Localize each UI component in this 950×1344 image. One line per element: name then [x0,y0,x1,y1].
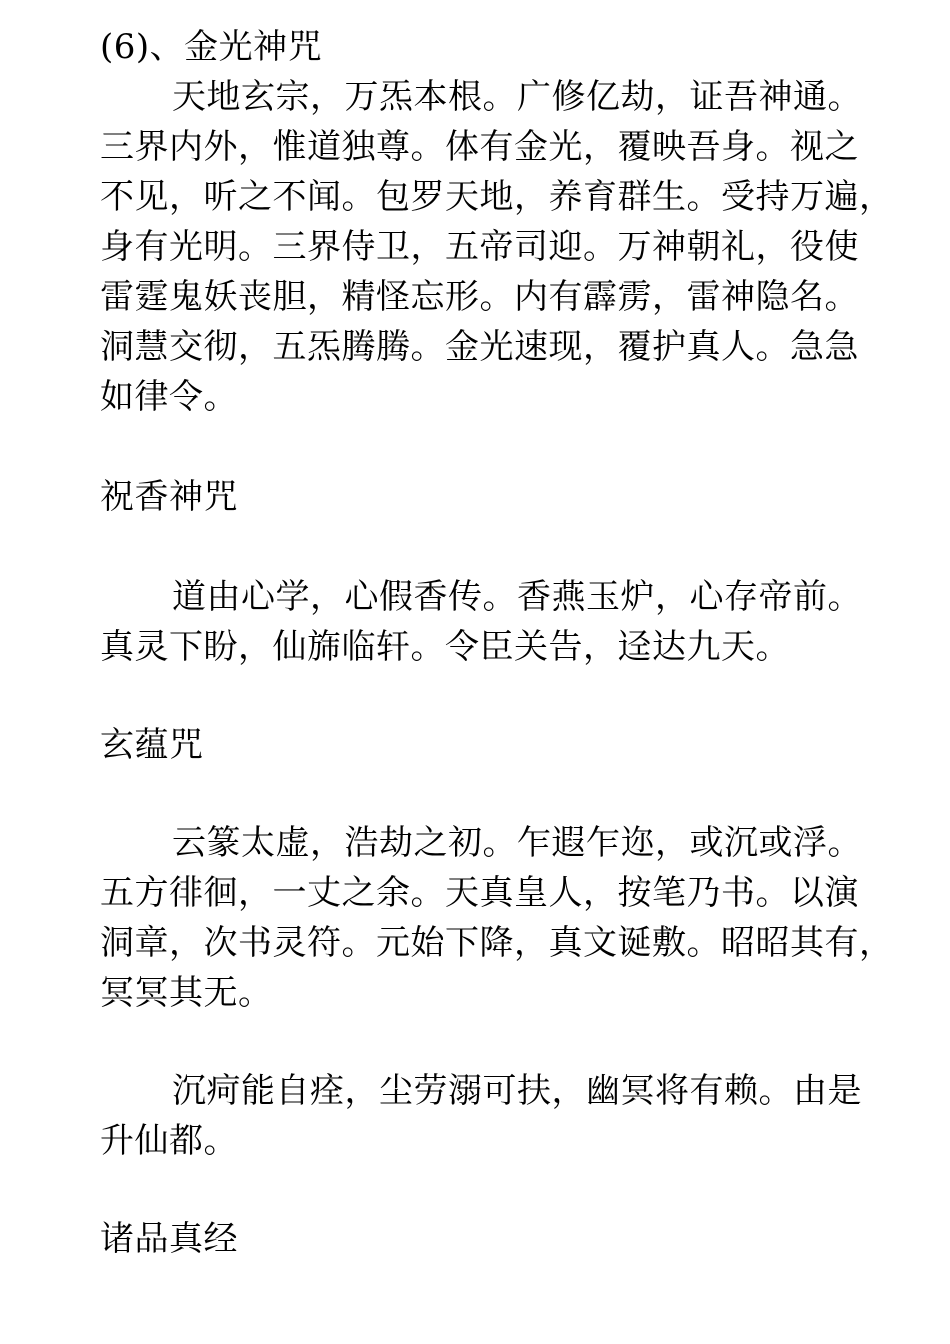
paragraph-line: 真灵下盼，仙旆临轩。令臣关告，迳达九天。 [100,627,790,667]
paragraph-line: 身有光明。三界侍卫，五帝司迎。万神朝礼，役使 [100,227,859,267]
blank-line [100,770,920,818]
paragraph-line: 雷霆鬼妖丧胆，精怪忘形。内有霹雳，雷神隐名。 [100,277,859,317]
blank-line [100,672,920,720]
paragraph-line: 天地玄宗，万炁本根。广修亿劫，证吾神通。 [172,77,862,117]
blank-line [100,1166,920,1214]
blank-line [100,422,920,472]
section-heading-scriptures: 诸品真经 [100,1219,238,1259]
document-page [100,22,920,1264]
paragraph-line: 五方徘徊，一丈之余。天真皇人，按笔乃书。以演 [100,873,859,913]
paragraph-line: 如律令。 [100,377,238,417]
paragraph-line: 冥冥其无。 [100,973,273,1013]
paragraph-line: 洞章，次书灵符。元始下降，真文诞敷。昭昭其有， [100,923,894,963]
paragraph-line: 云篆太虚，浩劫之初。乍遐乍迩，或沉或浮。 [172,823,862,863]
paragraph-line: 升仙都。 [100,1121,238,1161]
paragraph-line: 沉疴能自痊，尘劳溺可扶，幽冥将有赖。由是 [172,1071,862,1111]
blank-line [100,1018,920,1066]
blank-line [100,522,920,572]
paragraph-line: 道由心学，心假香传。香燕玉炉，心存帝前。 [172,577,862,617]
paragraph-line: 洞慧交彻，五炁腾腾。金光速现，覆护真人。急急 [100,327,859,367]
paragraph-line: 三界内外，惟道独尊。体有金光，覆映吾身。视之 [100,127,859,167]
section-heading-golden-light-mantra: (6)、金光神咒 [100,27,323,67]
section-heading-xuanyun-mantra: 玄蕴咒 [100,725,204,765]
section-heading-incense-mantra: 祝香神咒 [100,477,238,517]
paragraph-line: 不见，听之不闻。包罗天地，养育群生。受持万遍， [100,177,894,217]
